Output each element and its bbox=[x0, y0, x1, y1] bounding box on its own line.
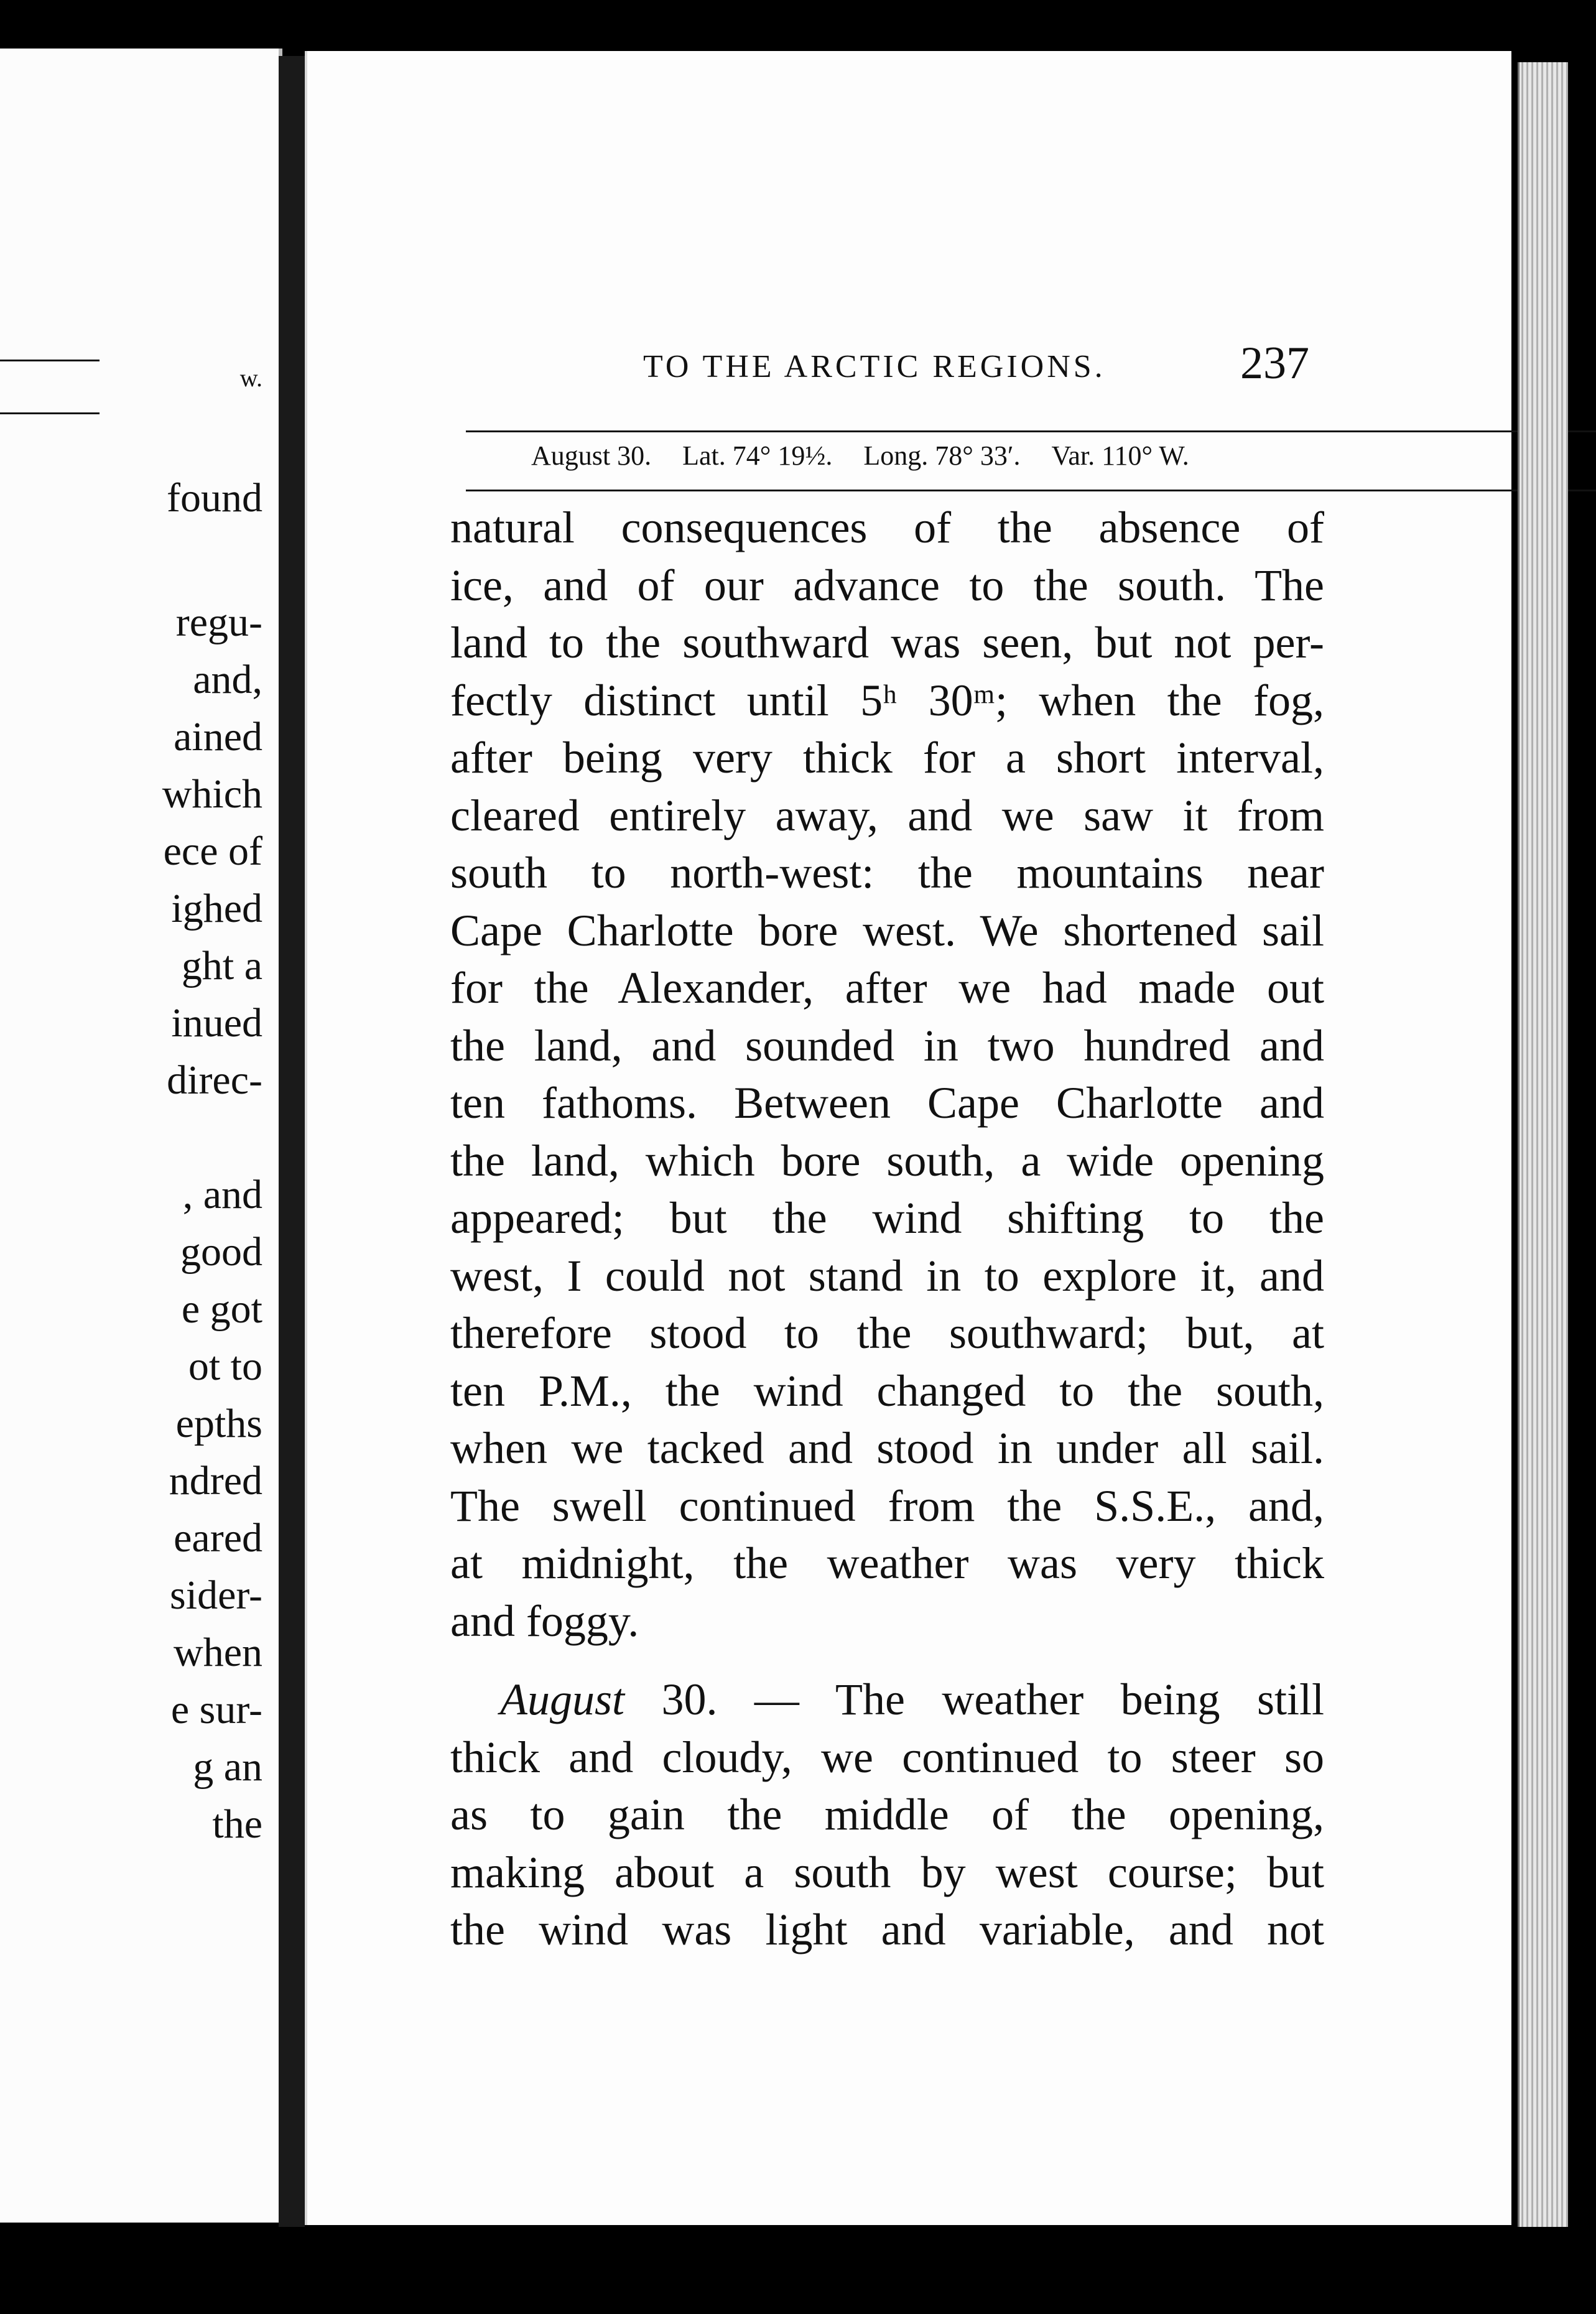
current-page bbox=[305, 51, 1511, 2225]
text-line: west, I could not stand in to explore it, and bbox=[450, 1250, 1324, 1301]
text-line: when we tacked and stood in under all sail. bbox=[450, 1423, 1324, 1473]
previous-page bbox=[0, 49, 282, 2223]
text-line: ten P.M., the wind changed to the south, bbox=[450, 1365, 1324, 1416]
text-line: therefore stood to the southward; but, at bbox=[450, 1308, 1324, 1358]
text-line: ice, and of our advance to the south. The bbox=[450, 560, 1324, 610]
entry-date: August bbox=[500, 1675, 625, 1724]
log-line bbox=[531, 440, 1589, 472]
text-line: Cape Charlotte bore west. We shortened sail bbox=[450, 905, 1324, 955]
text-line: as to gain the middle of the opening, bbox=[450, 1790, 1324, 1839]
header-rule-top bbox=[466, 430, 1596, 432]
previous-page-fragment: ot to bbox=[188, 1344, 262, 1389]
text-line: fectly distinct until 5ʰ 30ᵐ; when the fog, bbox=[450, 675, 1324, 725]
text-line: for the Alexander, after we had made out bbox=[450, 963, 1324, 1013]
previous-page-fragment: ndred bbox=[169, 1458, 262, 1503]
paragraph-gap bbox=[450, 1650, 1324, 1671]
previous-page-fragment: direc- bbox=[167, 1057, 262, 1103]
running-title: TO THE ARCTIC REGIONS. bbox=[643, 349, 1106, 384]
log-variation: Var. 110° W. bbox=[1051, 440, 1189, 471]
previous-page-fragment: regu- bbox=[175, 600, 262, 645]
running-head bbox=[307, 318, 1514, 471]
previous-page-fragment: ighed bbox=[171, 886, 262, 931]
previous-page-fragment: eared bbox=[174, 1515, 262, 1561]
previous-page-fragment: ece of bbox=[163, 829, 262, 874]
text-line-with-date bbox=[450, 1671, 1324, 1729]
book-spine-shadow bbox=[279, 56, 305, 2227]
previous-page-fragment: e got bbox=[181, 1286, 262, 1332]
previous-page-fragment: inued bbox=[171, 1000, 262, 1046]
previous-page-fragment: ght a bbox=[181, 943, 262, 988]
text-line: ten fathoms. Between Cape Charlotte and bbox=[450, 1078, 1324, 1128]
previous-page-fragment: and, bbox=[193, 657, 262, 702]
text-line: at midnight, the weather was very thick bbox=[450, 1538, 1324, 1588]
log-date: August 30. bbox=[531, 440, 652, 471]
previous-page-fragment: e sur- bbox=[170, 1687, 262, 1732]
text-line: after being very thick for a short interval, bbox=[450, 733, 1324, 783]
log-longitude: Long. 78° 33′. bbox=[863, 440, 1021, 471]
previous-page-fragment: w. bbox=[239, 364, 262, 392]
text-line: cleared entirely away, and we saw it from bbox=[450, 790, 1324, 840]
previous-page-fragment: good bbox=[180, 1229, 262, 1275]
previous-page-fragment: the bbox=[212, 1801, 262, 1847]
previous-page-fragment: g an bbox=[193, 1744, 262, 1790]
header-rule-bottom bbox=[466, 490, 1596, 491]
previous-page-rule-bottom bbox=[0, 412, 100, 414]
text-line: the land, which bore south, a wide opening bbox=[450, 1135, 1324, 1186]
text-line: land to the southward was seen, but not per- bbox=[450, 618, 1324, 667]
log-latitude: Lat. 74° 19½. bbox=[682, 440, 833, 471]
previous-page-fragment: sider- bbox=[170, 1573, 262, 1618]
page-edges bbox=[1518, 62, 1568, 2227]
previous-page-fragment: which bbox=[162, 771, 262, 817]
previous-page-fragment: found bbox=[167, 475, 262, 521]
text-line: natural consequences of the absence of bbox=[450, 503, 1324, 552]
text-line: making about a south by west course; but bbox=[450, 1847, 1324, 1897]
previous-page-rule-top bbox=[0, 360, 100, 361]
text-line: the land, and sounded in two hundred and bbox=[450, 1020, 1324, 1071]
text-line: thick and cloudy, we continued to steer so bbox=[450, 1732, 1324, 1782]
body-text bbox=[450, 499, 1324, 1959]
previous-page-fragment: , and bbox=[182, 1172, 262, 1217]
previous-page-fragment: epths bbox=[175, 1401, 262, 1446]
previous-page-fragment: when bbox=[174, 1630, 262, 1675]
previous-page-fragment: ained bbox=[174, 714, 262, 760]
entry-first-line: 30. — The weather being still bbox=[661, 1675, 1325, 1724]
text-line: south to north-west: the mountains near bbox=[450, 848, 1324, 898]
text-line: appeared; but the wind shifting to the bbox=[450, 1193, 1324, 1243]
text-line: The swell continued from the S.S.E., and, bbox=[450, 1480, 1324, 1531]
text-line: the wind was light and variable, and not bbox=[450, 1905, 1324, 1954]
text-line: and foggy. bbox=[450, 1596, 639, 1646]
page-number: 237 bbox=[1240, 338, 1309, 389]
